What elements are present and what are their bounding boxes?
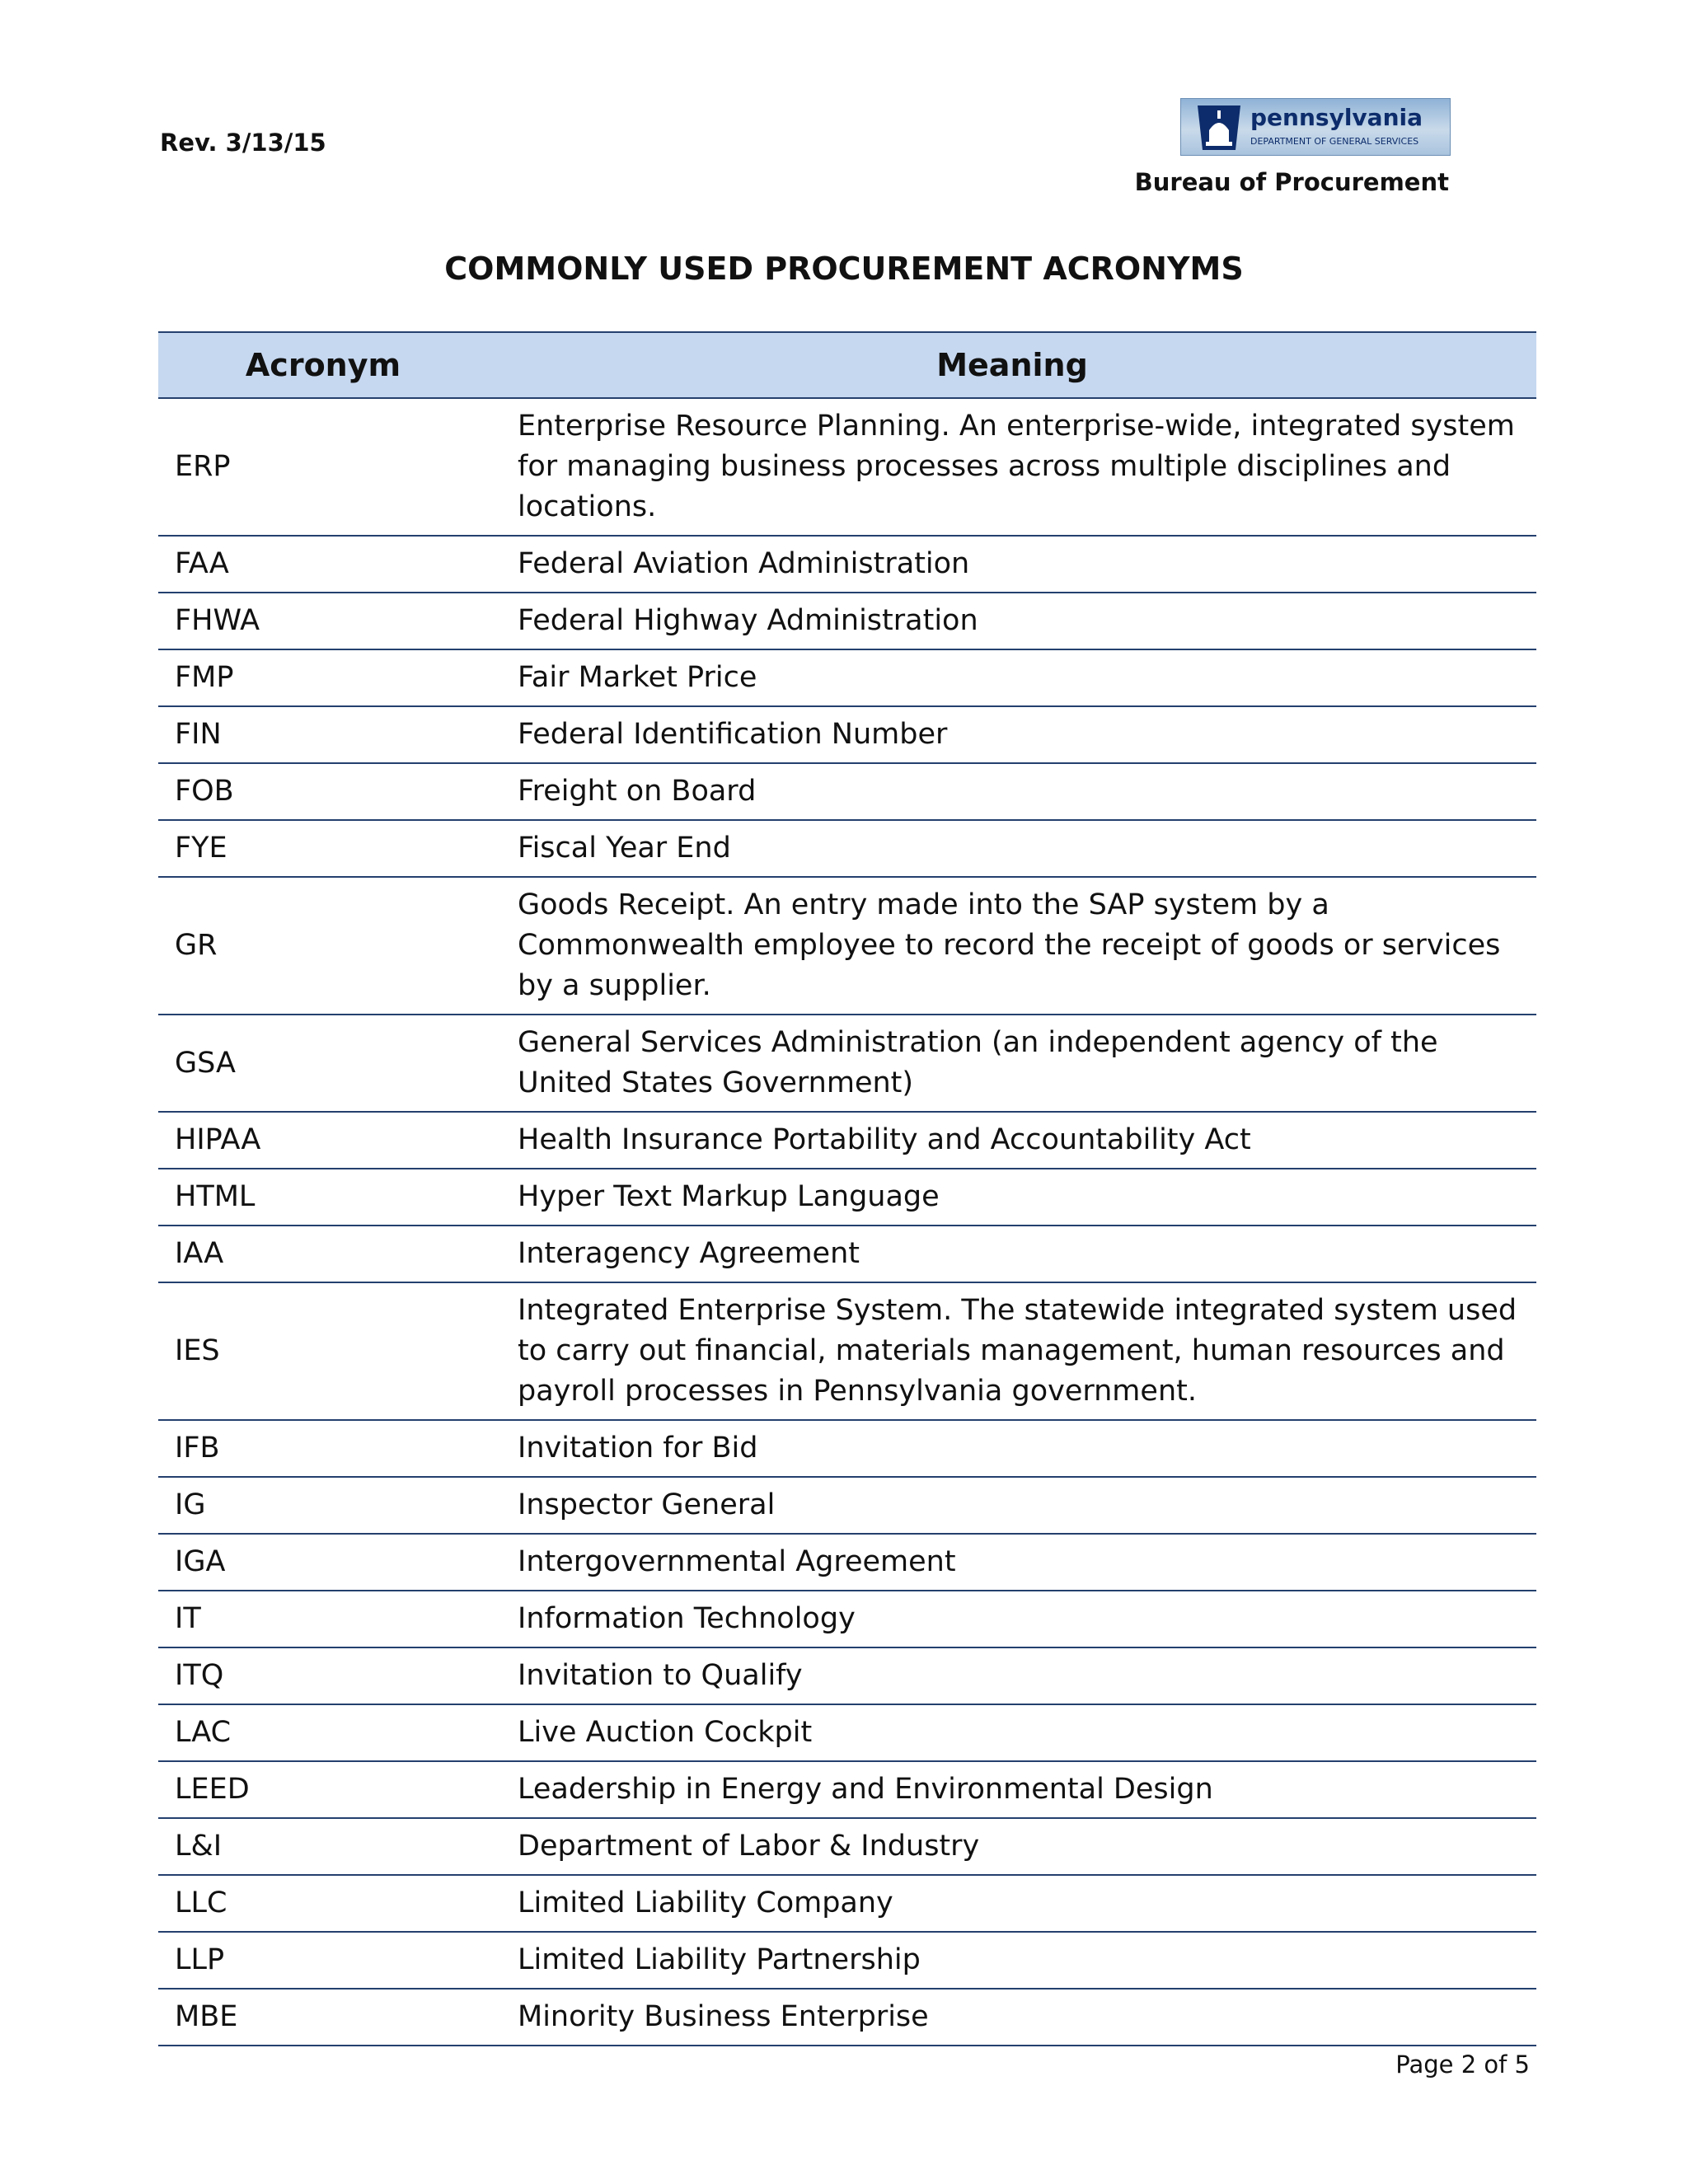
logo-wordmark: pennsylvania <box>1250 104 1423 131</box>
acronym-cell: HTML <box>158 1169 488 1226</box>
table-row <box>158 1534 1536 1591</box>
meaning-cell: Inspector General <box>488 1477 1536 1534</box>
acronym-cell: LLP <box>158 1932 488 1989</box>
meaning-cell: Minority Business Enterprise <box>488 1989 1536 2046</box>
acronym-cell: GSA <box>158 1015 488 1112</box>
capitol-keystone-icon <box>1194 102 1244 152</box>
table-header-row <box>158 332 1536 398</box>
meaning-cell: Integrated Enterprise System. The statewide integrated system used to carry out financial, materials management, human resources and payroll processes in Pennsylvania government. <box>488 1282 1536 1420</box>
acronym-cell: ERP <box>158 398 488 536</box>
table-row <box>158 1282 1536 1420</box>
acronym-cell: IFB <box>158 1420 488 1477</box>
table-row <box>158 877 1536 1015</box>
table-row <box>158 1875 1536 1932</box>
meaning-cell: Federal Aviation Administration <box>488 536 1536 593</box>
acronym-cell: FOB <box>158 763 488 820</box>
meaning-cell: General Services Administration (an independent agency of the United States Government) <box>488 1015 1536 1112</box>
meaning-cell: Fiscal Year End <box>488 820 1536 877</box>
table-row <box>158 1647 1536 1704</box>
meaning-cell: Limited Liability Partnership <box>488 1932 1536 1989</box>
meaning-cell: Fair Market Price <box>488 649 1536 706</box>
table-row <box>158 1226 1536 1282</box>
pa-dgs-logo <box>1180 98 1451 156</box>
table-row <box>158 763 1536 820</box>
table-row <box>158 1591 1536 1647</box>
table-row <box>158 1704 1536 1761</box>
table-row <box>158 593 1536 649</box>
table-row <box>158 1818 1536 1875</box>
table-row <box>158 1761 1536 1818</box>
table-row <box>158 820 1536 877</box>
revision-date: Rev. 3/13/15 <box>160 129 326 157</box>
acronym-cell: IAA <box>158 1226 488 1282</box>
table-row <box>158 706 1536 763</box>
acronym-cell: IGA <box>158 1534 488 1591</box>
acronym-cell: FIN <box>158 706 488 763</box>
acronym-cell: MBE <box>158 1989 488 2046</box>
meaning-cell: Health Insurance Portability and Accountability Act <box>488 1112 1536 1169</box>
meaning-cell: Live Auction Cockpit <box>488 1704 1536 1761</box>
page-number: Page 2 of 5 <box>1395 2050 1530 2079</box>
meaning-cell: Federal Highway Administration <box>488 593 1536 649</box>
acronym-table <box>158 331 1536 2046</box>
bureau-name: Bureau of Procurement <box>1134 168 1449 196</box>
acronym-cell: FMP <box>158 649 488 706</box>
table-row <box>158 1420 1536 1477</box>
meaning-cell: Freight on Board <box>488 763 1536 820</box>
table-row <box>158 1477 1536 1534</box>
meaning-cell: Intergovernmental Agreement <box>488 1534 1536 1591</box>
acronym-cell: FYE <box>158 820 488 877</box>
meaning-cell: Goods Receipt. An entry made into the SAP system by a Commonwealth employee to record the receipt of goods or services by a supplier. <box>488 877 1536 1015</box>
acronym-cell: IG <box>158 1477 488 1534</box>
table-row <box>158 1015 1536 1112</box>
meaning-cell: Invitation for Bid <box>488 1420 1536 1477</box>
meaning-cell: Interagency Agreement <box>488 1226 1536 1282</box>
acronym-cell: FHWA <box>158 593 488 649</box>
meaning-cell: Invitation to Qualify <box>488 1647 1536 1704</box>
logo-subtitle: DEPARTMENT OF GENERAL SERVICES <box>1250 136 1419 147</box>
acronym-cell: GR <box>158 877 488 1015</box>
table-row <box>158 1932 1536 1989</box>
acronym-cell: LAC <box>158 1704 488 1761</box>
acronym-cell: HIPAA <box>158 1112 488 1169</box>
table-row <box>158 536 1536 593</box>
acronym-cell: ITQ <box>158 1647 488 1704</box>
table-row <box>158 1112 1536 1169</box>
acronym-cell: L&I <box>158 1818 488 1875</box>
table-row <box>158 649 1536 706</box>
acronym-cell: FAA <box>158 536 488 593</box>
meaning-cell: Limited Liability Company <box>488 1875 1536 1932</box>
table-row <box>158 1169 1536 1226</box>
meaning-cell: Leadership in Energy and Environmental Design <box>488 1761 1536 1818</box>
meaning-column-header: Meaning <box>488 332 1536 398</box>
meaning-cell: Department of Labor & Industry <box>488 1818 1536 1875</box>
acronym-cell: LEED <box>158 1761 488 1818</box>
acronym-cell: IES <box>158 1282 488 1420</box>
meaning-cell: Information Technology <box>488 1591 1536 1647</box>
meaning-cell: Hyper Text Markup Language <box>488 1169 1536 1226</box>
meaning-cell: Enterprise Resource Planning. An enterprise-wide, integrated system for managing business processes across multiple disciplines and locations. <box>488 398 1536 536</box>
acronym-column-header: Acronym <box>158 332 488 398</box>
table-row <box>158 398 1536 536</box>
table-row <box>158 1989 1536 2046</box>
meaning-cell: Federal Identification Number <box>488 706 1536 763</box>
acronym-cell: IT <box>158 1591 488 1647</box>
document-title: COMMONLY USED PROCUREMENT ACRONYMS <box>444 251 1244 287</box>
acronym-cell: LLC <box>158 1875 488 1932</box>
